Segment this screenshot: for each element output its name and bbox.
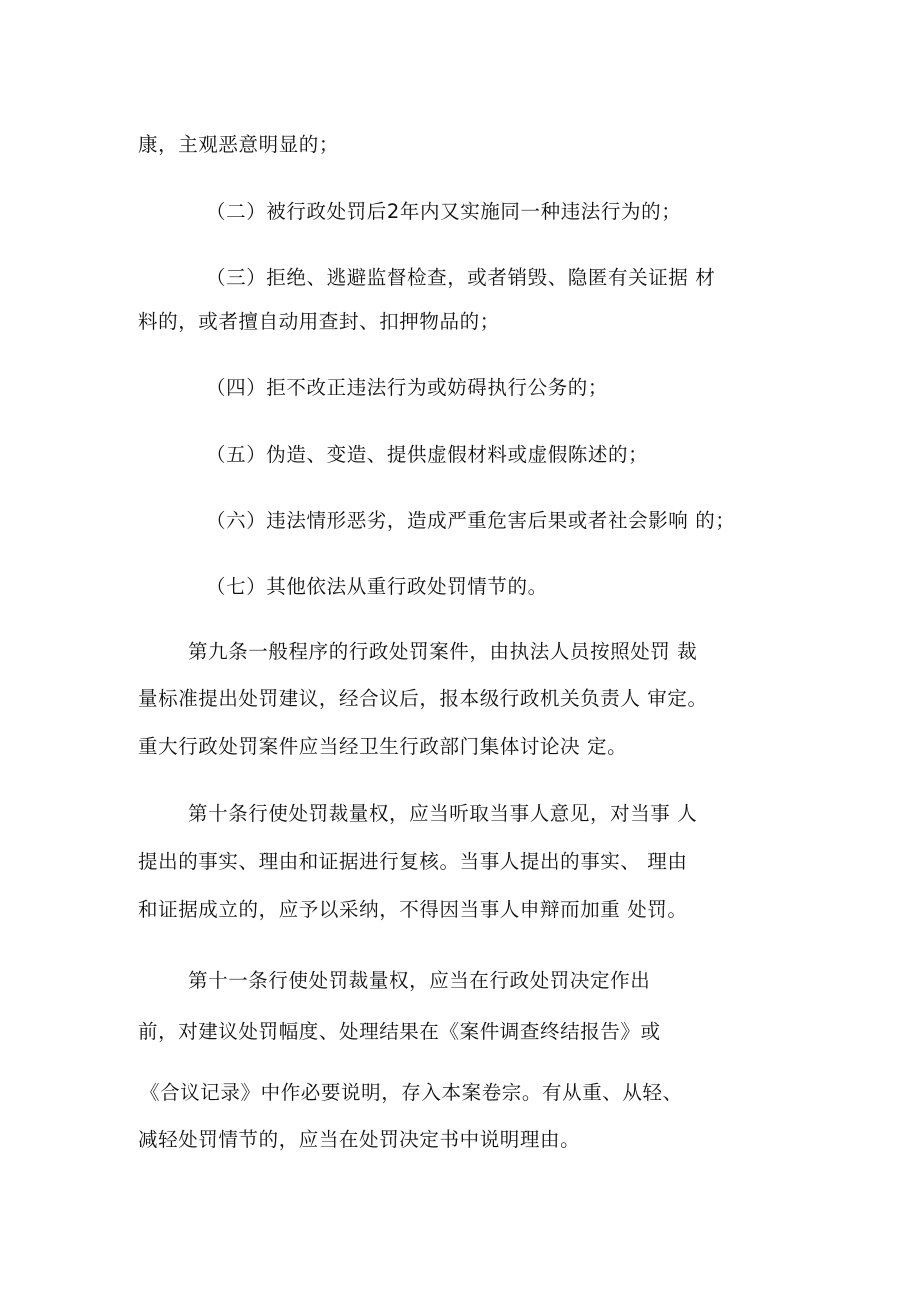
text-line-12: 第十条行使处罚裁量权，应当听取当事人意见，对当事 人 [188, 802, 698, 825]
text-line-8: （七）其他依法从重行政处罚情节的。 [206, 575, 548, 598]
text-line-13: 提出的事实、理由和证据进行复核。当事人提出的事实、 理由 [138, 850, 688, 873]
text-line-9: 第九条一般程序的行政处罚案件，由执法人员按照处罚 裁 [188, 640, 698, 663]
text-line-17: 《合议记录》中作必要说明，存入本案卷宗。有从重、从轻、 [140, 1081, 683, 1104]
text-line-5: （四）拒不改正违法行为或妨碍执行公务的； [206, 376, 609, 399]
text-line-10: 量标准提出处罚建议，经合议后，报本级行政机关负责人 审定。 [138, 687, 708, 710]
text-line-6: （五）伪造、变造、提供虚假材料或虚假陈述的； [206, 443, 649, 466]
text-line-16: 前，对建议处罚幅度、处理结果在《案件调查终结报告》或 [138, 1020, 661, 1043]
text-line-2: （二）被行政处罚后2年内又实施同一种违法行为的； [206, 200, 682, 223]
text-line-4: 料的，或者擅自动用查封、扣押物品的； [138, 310, 500, 333]
text-line-14: 和证据成立的，应予以采纳，不得因当事人申辩而加重 处罚。 [138, 898, 688, 921]
text-line-7: （六）违法情形恶劣，造成严重危害后果或者社会影响 的； [206, 509, 736, 532]
text-line-3: （三）拒绝、逃避监督检查，或者销毁、隐匿有关证据 材 [206, 266, 716, 289]
text-line-11: 重大行政处罚案件应当经卫生行政部门集体讨论决 定。 [138, 735, 628, 758]
text-line-18: 减轻处罚情节的，应当在处罚决定书中说明理由。 [138, 1128, 581, 1151]
text-line-1: 康，主观恶意明显的； [138, 133, 340, 156]
text-line-15: 第十一条行使处罚裁量权，应当在行政处罚决定作出 [188, 969, 651, 992]
